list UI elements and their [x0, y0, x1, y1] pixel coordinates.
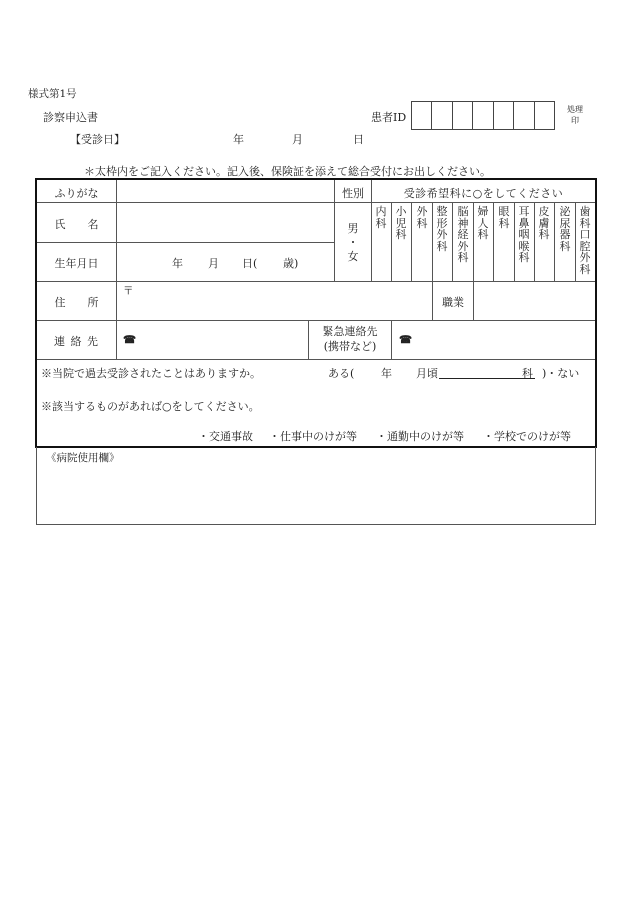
instruction-text: ＊太枠内をご記入ください。記入後、保険証を添えて総合受付にお出しください。 — [84, 165, 491, 178]
past-visit-no-option[interactable]: )・ない — [542, 367, 580, 380]
patient-id-digit-3[interactable] — [452, 101, 473, 130]
department-urology[interactable]: 泌尿器科 — [559, 205, 571, 253]
hospital-use-label: 《病院使用欄》 — [46, 452, 120, 464]
address-label: 住 所 — [54, 296, 99, 309]
stamp-label-line-2: 印 — [571, 116, 579, 125]
gender-separator: ・ — [347, 236, 359, 249]
department-ent[interactable]: 耳鼻咽喉科 — [518, 205, 530, 264]
department-gynecology[interactable]: 婦人科 — [477, 205, 489, 241]
divider — [411, 202, 412, 281]
occupation-input[interactable] — [474, 282, 595, 319]
name-input[interactable] — [117, 203, 333, 241]
option-work-injury[interactable]: ・仕事中のけが等 — [269, 430, 357, 443]
option-school-injury[interactable]: ・学校でのけが等 — [483, 430, 571, 443]
patient-id-digit-5[interactable] — [493, 101, 514, 130]
gender-label: 性別 — [342, 187, 364, 200]
option-traffic-accident[interactable]: ・交通事故 — [198, 430, 253, 443]
divider — [37, 359, 595, 360]
visit-year-unit: 年 — [233, 133, 244, 146]
department-neurosurgery[interactable]: 脳神経外科 — [457, 205, 469, 264]
birth-month-unit: 月 — [208, 257, 219, 270]
gender-female-option[interactable]: 女 — [347, 250, 359, 263]
divider — [452, 202, 453, 281]
divider — [473, 202, 474, 281]
visit-year-input[interactable] — [140, 128, 230, 146]
emergency-contact-label — [309, 324, 391, 354]
birth-day-unit: 日( — [242, 257, 258, 270]
divider — [493, 202, 494, 281]
department-ophthalmology[interactable]: 眼科 — [498, 205, 510, 230]
visit-date-label: 【受診日】 — [70, 133, 125, 146]
postal-mark-icon: 〒 — [123, 285, 134, 297]
divider — [391, 202, 392, 281]
option-commute-injury[interactable]: ・通勤中のけが等 — [376, 430, 464, 443]
past-visit-year-unit: 年 — [381, 367, 392, 380]
department-pediatrics[interactable]: 小児科 — [395, 205, 407, 241]
divider — [534, 202, 535, 281]
divider — [575, 202, 576, 281]
divider — [432, 202, 433, 281]
emergency-label-line-2: (携帯など) — [323, 340, 377, 353]
gender-male-option[interactable]: 男 — [347, 222, 359, 235]
emergency-phone-icon: ☎ — [399, 334, 413, 346]
department-header: 受診希望科に○をしてください — [403, 187, 564, 200]
visit-day-input[interactable] — [307, 128, 351, 146]
department-surgery[interactable]: 外科 — [416, 205, 428, 230]
patient-id-digit-7[interactable] — [534, 101, 555, 130]
form-number: 様式第1号 — [28, 88, 77, 100]
past-visit-question: ※当院で過去受診されたことはありますか。 — [41, 367, 261, 380]
department-dermatology[interactable]: 皮膚科 — [538, 205, 550, 241]
contact-label: 連 絡 先 — [54, 335, 99, 348]
patient-id-digit-4[interactable] — [472, 101, 494, 130]
patient-id-digit-6[interactable] — [513, 101, 535, 130]
form-title: 診察申込書 — [43, 111, 98, 124]
department-dental-oral-surgery[interactable]: 歯科口腔外科 — [579, 205, 591, 276]
hospital-use-box — [36, 447, 596, 525]
department-internal-medicine[interactable]: 内科 — [375, 205, 387, 230]
birth-year-unit: 年 — [172, 257, 183, 270]
name-label: 氏 名 — [54, 218, 99, 231]
birthdate-label: 生年月日 — [54, 257, 99, 270]
visit-month-input[interactable] — [248, 128, 290, 146]
birthdate-input[interactable] — [117, 243, 333, 280]
applicable-question: ※該当するものがあれば○をしてください。 — [41, 400, 260, 413]
stamp-label-line-1: 処理 — [567, 105, 583, 114]
visit-month-unit: 月 — [292, 133, 303, 146]
emergency-phone-input[interactable] — [392, 321, 595, 358]
patient-id-label: 患者ID — [371, 111, 407, 124]
stamp-label — [563, 104, 587, 126]
emergency-label-line-1: 緊急連絡先 — [322, 325, 378, 338]
gender-options[interactable] — [335, 222, 371, 264]
past-visit-dept-unit: 科 — [522, 367, 533, 380]
phone-input[interactable] — [117, 321, 307, 358]
furigana-label: ふりがな — [54, 187, 99, 200]
past-visit-month-unit: 月頃 — [416, 367, 438, 380]
visit-day-unit: 日 — [353, 133, 364, 146]
occupation-label: 職業 — [442, 296, 464, 309]
phone-icon: ☎ — [123, 334, 137, 346]
divider — [514, 202, 515, 281]
divider — [554, 202, 555, 281]
department-orthopedics[interactable]: 整形外科 — [436, 205, 448, 253]
patient-id-digit-2[interactable] — [431, 101, 453, 130]
address-input[interactable] — [117, 282, 431, 319]
patient-id-digit-1[interactable] — [411, 101, 432, 130]
furigana-input[interactable] — [117, 180, 333, 202]
past-visit-department-input[interactable] — [439, 365, 535, 379]
age-unit: 歳) — [283, 257, 299, 270]
past-visit-yes-option[interactable]: ある( — [328, 367, 355, 380]
